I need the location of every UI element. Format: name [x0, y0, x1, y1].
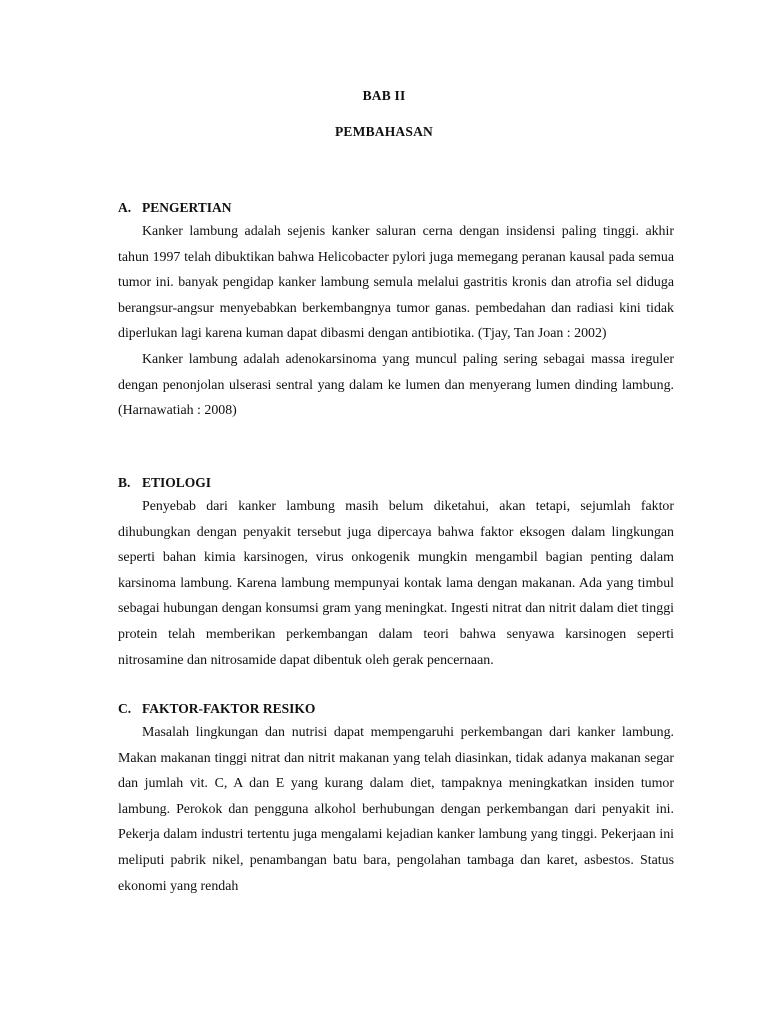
section-letter: A.	[118, 200, 132, 215]
paragraph: Masalah lingkungan dan nutrisi dapat mempengaruhi perkembangan dari kanker lambung. Makan makanan tinggi nitrat dan nitrit makanan yang telah diasinkan, tidak adanya makanan segar dan jumlah vit. C, A dan E yang kurang dalam diet, tampaknya meningkatkan insiden tumor lambung. Perokok dan pengguna alkohol berhubungan dengan perkembangan dari penyakit ini. Pekerja dalam industri tertentu juga mengalami kejadian kanker lambung yang tinggi. Pekerjaan ini meliputi pabrik nikel, penambangan batu bara, pengolahan tambaga dan karet, asbestos. Status ekonomi yang rendah	[118, 725, 674, 894]
paragraph: Kanker lambung adalah adenokarsinoma yang muncul paling sering sebagai massa ireguler dengan penonjolan ulserasi sentral yang dalam ke lumen dan menyerang lumen dinding lambung. (Harnawatiah : 2008)	[118, 351, 674, 419]
section-heading	[118, 472, 674, 494]
section-heading	[118, 698, 674, 720]
section-heading-text: ETIOLOGI	[142, 475, 212, 490]
section-letter: B.	[118, 475, 131, 490]
section-heading-text: FAKTOR-FAKTOR RESIKO	[142, 701, 316, 716]
section-letter: C.	[118, 701, 132, 716]
chapter-title: BAB II	[362, 88, 406, 103]
chapter-subtitle: PEMBAHASAN	[334, 124, 433, 139]
section-heading	[118, 197, 674, 219]
section-pengertian	[118, 197, 674, 424]
section-etiologi	[118, 472, 674, 673]
section-heading-text: PENGERTIAN	[142, 200, 232, 215]
paragraph: Kanker lambung adalah sejenis kanker saluran cerna dengan insidensi paling tinggi. akhir tahun 1997 telah dibuktikan bahwa Helicobacter pylori juga memegang peranan kausal pada semua tumor ini. banyak pengidap kanker lambung semula melalui gastritis kronis dan atrofia sel diduga berangsur-angsur menyebabkan berkembangnya tumor ganas. pembedahan dan radiasi kini tidak diperlukan lagi karena kuman dapat dibasmi dengan antibiotika. (Tjay, Tan Joan : 2002)	[118, 224, 674, 342]
paragraph: Penyebab dari kanker lambung masih belum diketahui, akan tetapi, sejumlah faktor dihubungkan dengan penyakit tersebut juga dipercaya bahwa faktor eksogen dalam lingkungan seperti bahan kimia karsinogen, virus onkogenik mungkin mengambil bagian penting dalam karsinoma lambung. Karena lambung mempunyai kontak lama dengan makanan. Ada yang timbul sebagai hubungan dengan konsumsi gram yang meningkat. Ingesti nitrat dan nitrit dalam diet tinggi protein telah memberikan perkembangan dalam teori bahwa senyawa karsinogen seperti nitrosamine dan nitrosamide dapat dibentuk oleh gerak pencernaan.	[118, 499, 674, 668]
section-faktor-resiko	[118, 698, 674, 899]
